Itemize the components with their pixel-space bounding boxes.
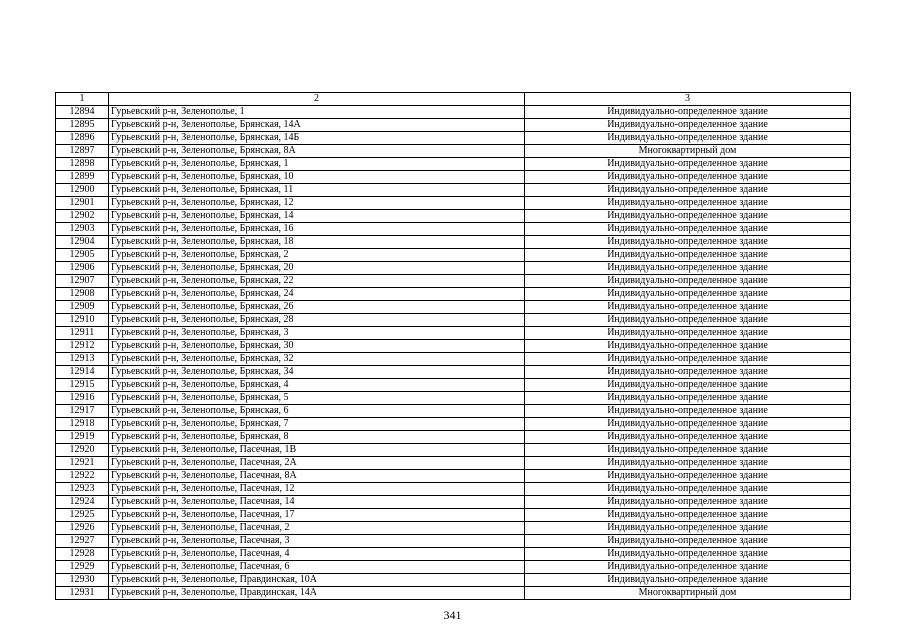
cell-object-type: Индивидуально-определенное здание xyxy=(525,275,851,288)
table-row xyxy=(56,132,851,145)
cell-number: 12907 xyxy=(56,275,109,288)
cell-number: 12919 xyxy=(56,431,109,444)
table-row xyxy=(56,158,851,171)
cell-address: Гурьевский р-н, Зеленополье, Пасечная, 14 xyxy=(109,496,525,509)
cell-address: Гурьевский р-н, Зеленополье, Брянская, 4 xyxy=(109,379,525,392)
table-row xyxy=(56,249,851,262)
table-row xyxy=(56,509,851,522)
cell-object-type: Индивидуально-определенное здание xyxy=(525,574,851,587)
cell-address: Гурьевский р-н, Зеленополье, Брянская, 8 xyxy=(109,431,525,444)
cell-address: Гурьевский р-н, Зеленополье, Пасечная, 4 xyxy=(109,548,525,561)
cell-address: Гурьевский р-н, Зеленополье, Брянская, 11 xyxy=(109,184,525,197)
cell-number: 12923 xyxy=(56,483,109,496)
table-row xyxy=(56,314,851,327)
cell-object-type: Индивидуально-определенное здание xyxy=(525,314,851,327)
cell-address: Гурьевский р-н, Зеленополье, Брянская, 28 xyxy=(109,314,525,327)
cell-number: 12926 xyxy=(56,522,109,535)
table-row xyxy=(56,483,851,496)
page-number: 341 xyxy=(443,608,462,622)
cell-object-type: Индивидуально-определенное здание xyxy=(525,496,851,509)
cell-number: 12922 xyxy=(56,470,109,483)
cell-object-type: Индивидуально-определенное здание xyxy=(525,366,851,379)
cell-number: 12905 xyxy=(56,249,109,262)
table-row xyxy=(56,392,851,405)
cell-object-type: Многоквартирный дом xyxy=(525,145,851,158)
table-row xyxy=(56,366,851,379)
cell-number: 12917 xyxy=(56,405,109,418)
cell-address: Гурьевский р-н, Зеленополье, Пасечная, 2 xyxy=(109,522,525,535)
cell-object-type: Индивидуально-определенное здание xyxy=(525,561,851,574)
cell-number: 12894 xyxy=(56,106,109,119)
cell-number: 12912 xyxy=(56,340,109,353)
cell-object-type: Индивидуально-определенное здание xyxy=(525,535,851,548)
cell-object-type: Индивидуально-определенное здание xyxy=(525,483,851,496)
table-row xyxy=(56,444,851,457)
cell-object-type: Индивидуально-определенное здание xyxy=(525,288,851,301)
cell-address: Гурьевский р-н, Зеленополье, Брянская, 1 xyxy=(109,158,525,171)
cell-number: 12918 xyxy=(56,418,109,431)
cell-number: 12920 xyxy=(56,444,109,457)
table-row xyxy=(56,275,851,288)
cell-number: 12921 xyxy=(56,457,109,470)
cell-object-type: Индивидуально-определенное здание xyxy=(525,431,851,444)
cell-address: Гурьевский р-н, Зеленополье, Брянская, 18 xyxy=(109,236,525,249)
column-header-address: 2 xyxy=(109,93,525,106)
cell-number: 12900 xyxy=(56,184,109,197)
cell-address: Гурьевский р-н, Зеленополье, Правдинская, 14А xyxy=(109,587,525,600)
cell-address: Гурьевский р-н, Зеленополье, Брянская, 6 xyxy=(109,405,525,418)
cell-address: Гурьевский р-н, Зеленополье, Пасечная, 12 xyxy=(109,483,525,496)
cell-address: Гурьевский р-н, Зеленополье, Брянская, 3 xyxy=(109,327,525,340)
cell-number: 12929 xyxy=(56,561,109,574)
cell-address: Гурьевский р-н, Зеленополье, Пасечная, 8А xyxy=(109,470,525,483)
cell-object-type: Индивидуально-определенное здание xyxy=(525,262,851,275)
cell-address: Гурьевский р-н, Зеленополье, Брянская, 20 xyxy=(109,262,525,275)
cell-object-type: Индивидуально-определенное здание xyxy=(525,249,851,262)
cell-number: 12902 xyxy=(56,210,109,223)
column-header-number: 1 xyxy=(56,93,109,106)
table-row xyxy=(56,418,851,431)
cell-address: Гурьевский р-н, Зеленополье, Брянская, 14Б xyxy=(109,132,525,145)
cell-number: 12910 xyxy=(56,314,109,327)
cell-number: 12925 xyxy=(56,509,109,522)
cell-object-type: Индивидуально-определенное здание xyxy=(525,392,851,405)
cell-address: Гурьевский р-н, Зеленополье, Пасечная, 17 xyxy=(109,509,525,522)
table-row xyxy=(56,587,851,600)
cell-address: Гурьевский р-н, Зеленополье, Брянская, 26 xyxy=(109,301,525,314)
table-row xyxy=(56,353,851,366)
table-row xyxy=(56,119,851,132)
cell-object-type: Индивидуально-определенное здание xyxy=(525,106,851,119)
cell-address: Гурьевский р-н, Зеленополье, 1 xyxy=(109,106,525,119)
cell-object-type: Индивидуально-определенное здание xyxy=(525,223,851,236)
cell-address: Гурьевский р-н, Зеленополье, Брянская, 34 xyxy=(109,366,525,379)
table-row xyxy=(56,171,851,184)
table-body xyxy=(56,106,851,600)
column-header-type: 3 xyxy=(525,93,851,106)
cell-object-type: Индивидуально-определенное здание xyxy=(525,548,851,561)
table-row xyxy=(56,574,851,587)
cell-object-type: Индивидуально-определенное здание xyxy=(525,327,851,340)
cell-address: Гурьевский р-н, Зеленополье, Брянская, 2 xyxy=(109,249,525,262)
cell-number: 12898 xyxy=(56,158,109,171)
property-table xyxy=(55,92,851,600)
table-row xyxy=(56,106,851,119)
cell-object-type: Индивидуально-определенное здание xyxy=(525,509,851,522)
cell-address: Гурьевский р-н, Зеленополье, Брянская, 8А xyxy=(109,145,525,158)
cell-number: 12928 xyxy=(56,548,109,561)
table-row xyxy=(56,340,851,353)
table-row xyxy=(56,379,851,392)
cell-number: 12906 xyxy=(56,262,109,275)
cell-object-type: Индивидуально-определенное здание xyxy=(525,444,851,457)
cell-number: 12899 xyxy=(56,171,109,184)
cell-address: Гурьевский р-н, Зеленополье, Брянская, 16 xyxy=(109,223,525,236)
cell-number: 12909 xyxy=(56,301,109,314)
cell-address: Гурьевский р-н, Зеленополье, Пасечная, 6 xyxy=(109,561,525,574)
cell-number: 12911 xyxy=(56,327,109,340)
cell-address: Гурьевский р-н, Зеленополье, Брянская, 10 xyxy=(109,171,525,184)
table-row xyxy=(56,548,851,561)
cell-address: Гурьевский р-н, Зеленополье, Правдинская, 10А xyxy=(109,574,525,587)
cell-number: 12896 xyxy=(56,132,109,145)
cell-object-type: Индивидуально-определенное здание xyxy=(525,197,851,210)
cell-number: 12914 xyxy=(56,366,109,379)
cell-address: Гурьевский р-н, Зеленополье, Брянская, 12 xyxy=(109,197,525,210)
cell-object-type: Индивидуально-определенное здание xyxy=(525,119,851,132)
cell-object-type: Индивидуально-определенное здание xyxy=(525,457,851,470)
cell-number: 12904 xyxy=(56,236,109,249)
table-row xyxy=(56,223,851,236)
cell-address: Гурьевский р-н, Зеленополье, Брянская, 22 xyxy=(109,275,525,288)
cell-number: 12924 xyxy=(56,496,109,509)
cell-address: Гурьевский р-н, Зеленополье, Пасечная, 3 xyxy=(109,535,525,548)
cell-address: Гурьевский р-н, Зеленополье, Брянская, 14А xyxy=(109,119,525,132)
cell-object-type: Индивидуально-определенное здание xyxy=(525,405,851,418)
cell-address: Гурьевский р-н, Зеленополье, Брянская, 30 xyxy=(109,340,525,353)
cell-object-type: Индивидуально-определенное здание xyxy=(525,418,851,431)
cell-number: 12930 xyxy=(56,574,109,587)
cell-object-type: Индивидуально-определенное здание xyxy=(525,301,851,314)
cell-object-type: Индивидуально-определенное здание xyxy=(525,184,851,197)
table-row xyxy=(56,431,851,444)
table-row xyxy=(56,145,851,158)
cell-object-type: Индивидуально-определенное здание xyxy=(525,158,851,171)
cell-object-type: Индивидуально-определенное здание xyxy=(525,470,851,483)
cell-address: Гурьевский р-н, Зеленополье, Пасечная, 1В xyxy=(109,444,525,457)
cell-object-type: Индивидуально-определенное здание xyxy=(525,522,851,535)
cell-number: 12913 xyxy=(56,353,109,366)
cell-number: 12901 xyxy=(56,197,109,210)
table-row xyxy=(56,197,851,210)
cell-object-type: Индивидуально-определенное здание xyxy=(525,340,851,353)
cell-number: 12908 xyxy=(56,288,109,301)
table-row xyxy=(56,457,851,470)
cell-object-type: Многоквартирный дом xyxy=(525,587,851,600)
cell-number: 12931 xyxy=(56,587,109,600)
cell-object-type: Индивидуально-определенное здание xyxy=(525,132,851,145)
cell-object-type: Индивидуально-определенное здание xyxy=(525,210,851,223)
table-row xyxy=(56,301,851,314)
table-row xyxy=(56,561,851,574)
table-row xyxy=(56,405,851,418)
table-row xyxy=(56,327,851,340)
cell-object-type: Индивидуально-определенное здание xyxy=(525,236,851,249)
cell-address: Гурьевский р-н, Зеленополье, Брянская, 24 xyxy=(109,288,525,301)
cell-number: 12927 xyxy=(56,535,109,548)
cell-number: 12916 xyxy=(56,392,109,405)
cell-address: Гурьевский р-н, Зеленополье, Брянская, 32 xyxy=(109,353,525,366)
table-row xyxy=(56,535,851,548)
cell-number: 12895 xyxy=(56,119,109,132)
table-header-row xyxy=(56,93,851,106)
table-row xyxy=(56,236,851,249)
table-row xyxy=(56,288,851,301)
cell-address: Гурьевский р-н, Зеленополье, Брянская, 14 xyxy=(109,210,525,223)
cell-address: Гурьевский р-н, Зеленополье, Брянская, 7 xyxy=(109,418,525,431)
table-row xyxy=(56,262,851,275)
table-row xyxy=(56,210,851,223)
table-row xyxy=(56,496,851,509)
cell-object-type: Индивидуально-определенное здание xyxy=(525,171,851,184)
cell-address: Гурьевский р-н, Зеленополье, Пасечная, 2А xyxy=(109,457,525,470)
table-row xyxy=(56,470,851,483)
table-row xyxy=(56,184,851,197)
cell-object-type: Индивидуально-определенное здание xyxy=(525,379,851,392)
cell-number: 12897 xyxy=(56,145,109,158)
cell-object-type: Индивидуально-определенное здание xyxy=(525,353,851,366)
cell-number: 12903 xyxy=(56,223,109,236)
table-row xyxy=(56,522,851,535)
cell-number: 12915 xyxy=(56,379,109,392)
cell-address: Гурьевский р-н, Зеленополье, Брянская, 5 xyxy=(109,392,525,405)
